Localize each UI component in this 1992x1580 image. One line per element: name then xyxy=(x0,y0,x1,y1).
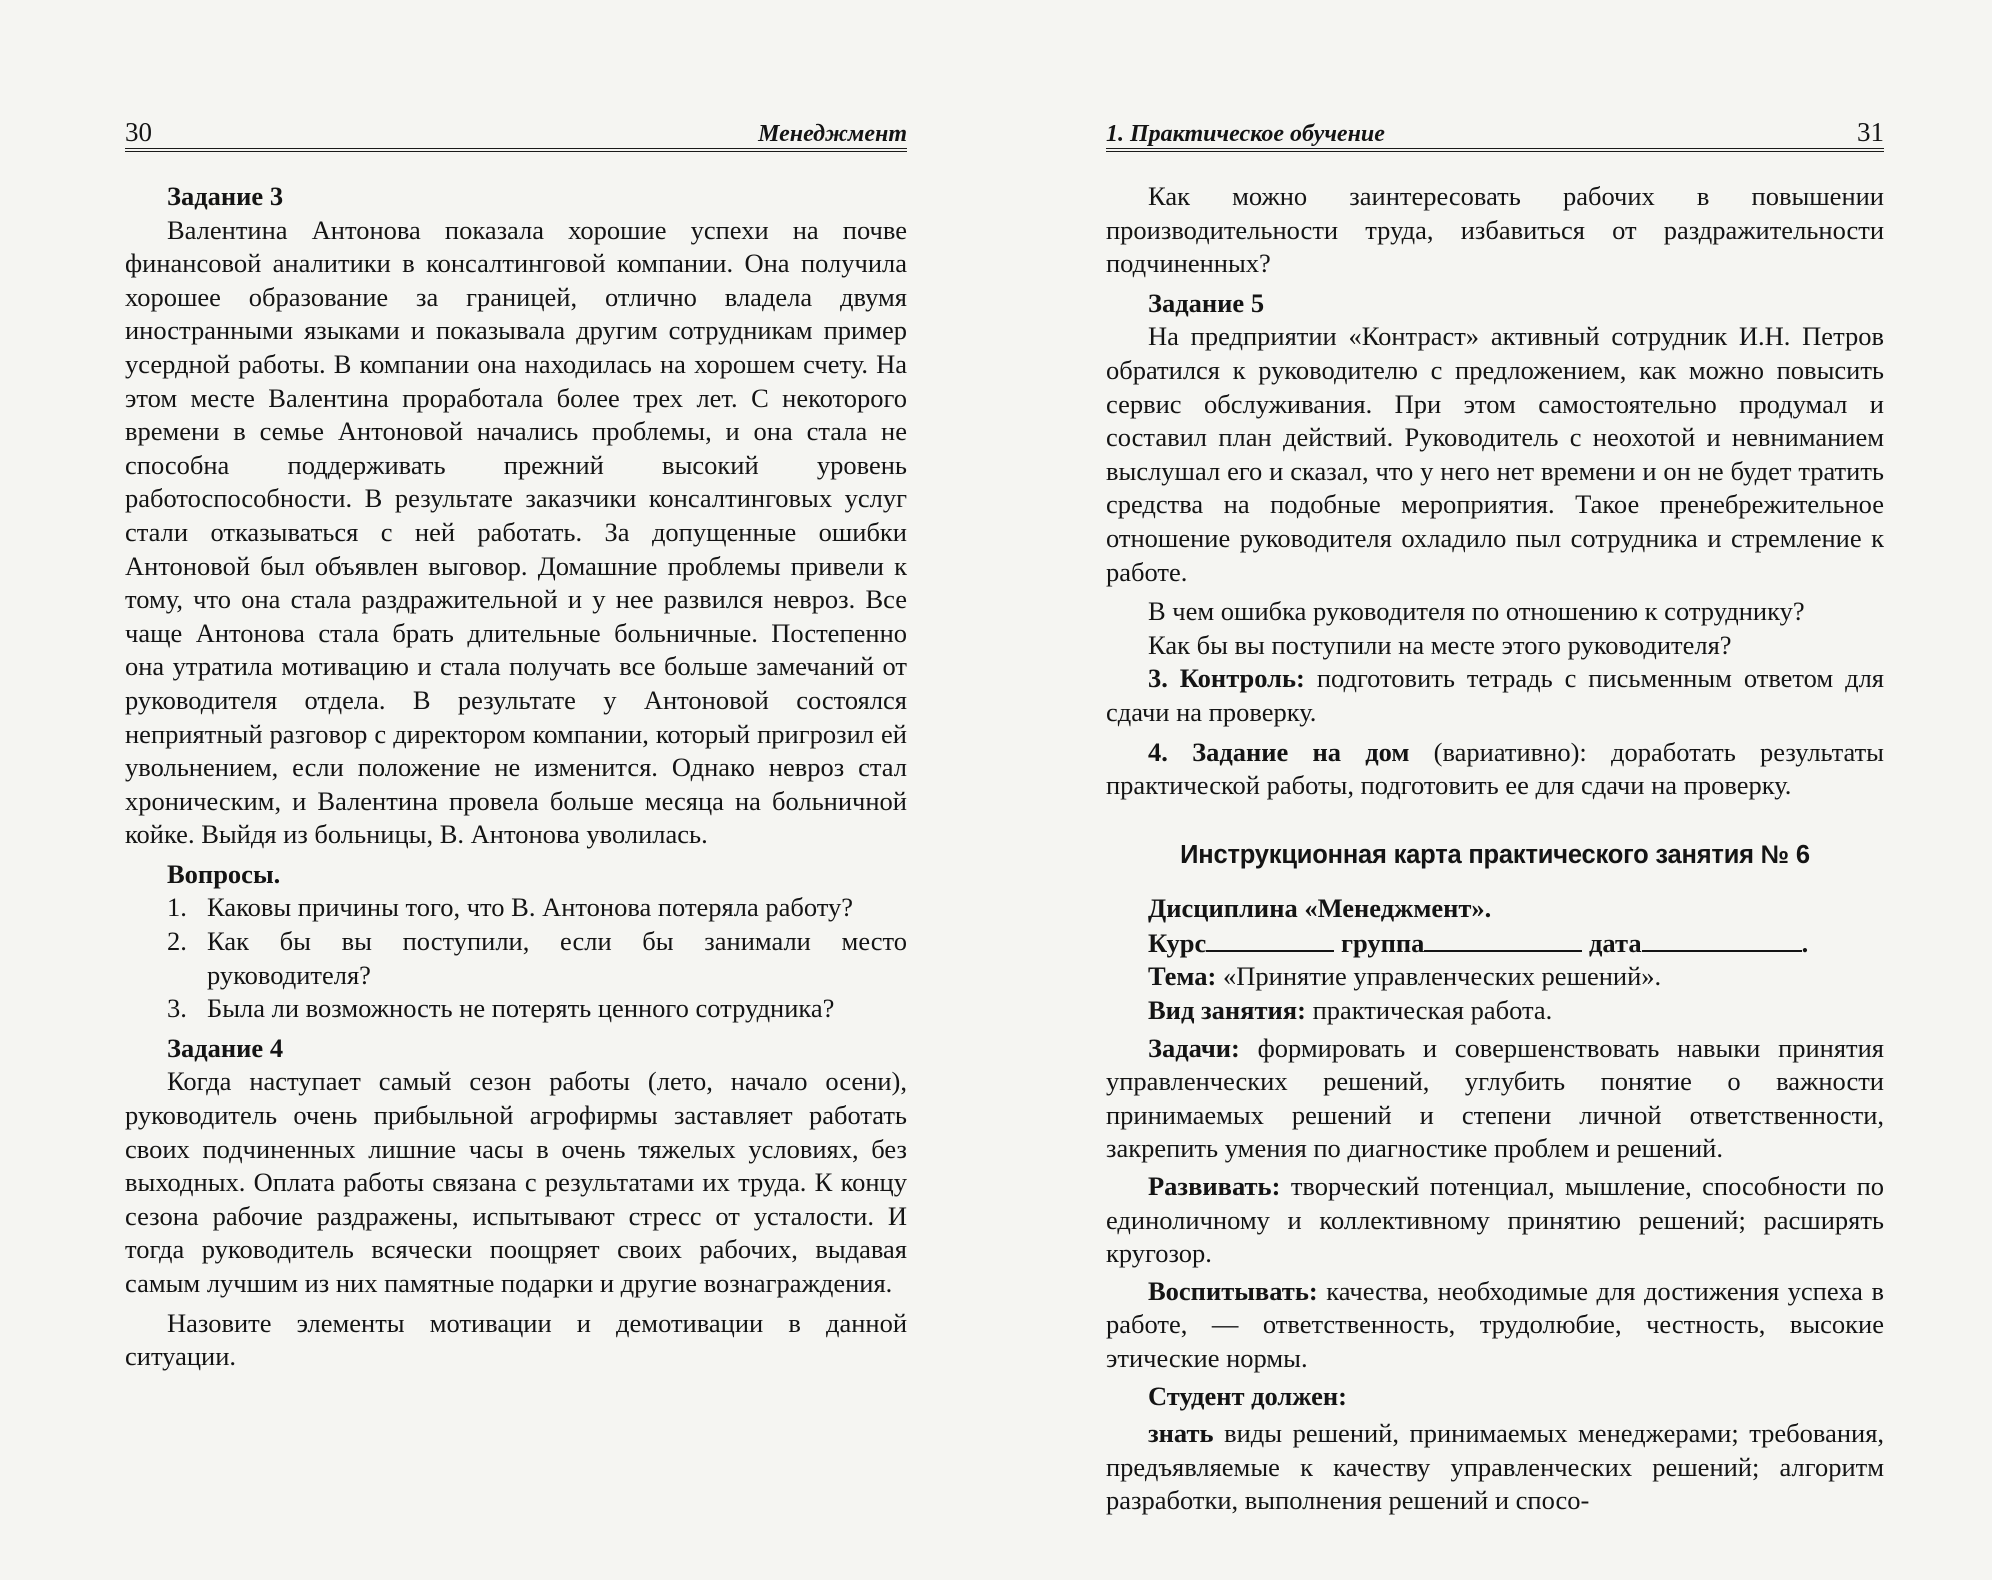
tasks-text: формировать и совершенствовать навыки принятия управленческих решений, углубить понятие о важности принимаемых решений и степени личной ответственности, закрепить умения по диагностике проблем и решений. xyxy=(1106,1032,1884,1164)
know-text: виды решений, принимаемых менеджерами; требования, предъявляемые к качеству управленческих решений; алгоритм разработки, выполнения решений и спосо- xyxy=(1106,1418,1885,1516)
know-paragraph xyxy=(1106,1417,1884,1518)
card-title: Инструкционная карта практического занятия № 6 xyxy=(1180,840,1810,869)
kind-text: практическая работа. xyxy=(1312,995,1553,1026)
topic-paragraph xyxy=(1106,960,1884,994)
kind-paragraph xyxy=(1106,994,1884,1028)
educate-text: качества, необходимые для достижения успеха в работе, — ответственность, трудолюбие, честность, высокие этические нормы. xyxy=(1106,1275,1884,1373)
homework-paragraph xyxy=(1106,736,1884,803)
date-blank xyxy=(1642,926,1802,952)
control-label: 3. Контроль: xyxy=(1148,663,1305,694)
homework-label: 4. Задание на дом xyxy=(1148,736,1410,767)
questions-list xyxy=(125,891,907,1025)
date-label: дата xyxy=(1589,927,1642,958)
educate-label: Воспитывать: xyxy=(1148,1275,1318,1306)
tasks-label: Задачи: xyxy=(1148,1032,1240,1063)
task5-heading: Задание 5 xyxy=(1148,287,1265,318)
right-page-body xyxy=(1106,180,1884,1518)
left-page-header xyxy=(125,108,907,152)
homework-text: (вариативно): доработать результаты практической работы, подготовить ее для сдачи на проверку. xyxy=(1106,736,1884,801)
task5-text: На предприятии «Контраст» активный сотрудник И.Н. Петров обратился к руководителю с предложением, как можно повысить сервис обслуживания. При этом самостоятельно продумал и составил план действий. Руководитель с неохотой и невниманием выслушал его и сказал, что у него нет времени и он не будет тратить средства на подобные мероприятия. Такое пренебрежительное отношение руководителя охладило пыл сотрудника и стремление к работе. xyxy=(1106,321,1884,587)
question-text: Как бы вы поступили, если бы занимали место руководителя? xyxy=(207,926,907,990)
left-page-body xyxy=(125,180,907,1374)
group-blank xyxy=(1424,926,1582,952)
question-text: Была ли возможность не потерять ценного сотрудника? xyxy=(207,993,835,1024)
topic-label: Тема: xyxy=(1148,961,1217,992)
right-page-header xyxy=(1106,108,1884,152)
course-group-date-line: Курс группа дата . xyxy=(1148,927,1809,958)
task4-question: Назовите элементы мотивации и демотивации в данной ситуации. xyxy=(125,1307,907,1372)
develop-paragraph xyxy=(1106,1170,1884,1271)
task3-text: Валентина Антонова показала хорошие успехи на почве финансовой аналитики в консалтинговой компании. Она получила хорошее образование за границей, отлично владела двумя иностранными языками и показывала другим сотрудникам пример усердной работы. В компании она находилась на хорошем счету. На этом месте Валентина проработала более трех лет. С некоторого времени в семье Антоновой начались проблемы, и она стала не способна поддерживать прежний высокий уровень работоспособности. В результате заказчики консалтинговых услуг стали отказываться с ней работать. За допущенные ошибки Антоновой был объявлен выговор. Домашние проблемы привели к тому, что она стала раздражительной и у нее развился невроз. Все чаще Антонова стала брать длительные больничные. Постепенно она утратила мотивацию и стала получать все больше замечаний от руководителя отдела. В результате у Антоновой состоялся неприятный разговор с директором компании, который пригрозил ей увольнением, если положение не изменится. Однако невроз стал хроническим, и Валентина провела больше месяца на больничной койке. Выйдя из больницы, В. Антонова уволилась. xyxy=(125,214,907,850)
topic-text: «Принятие управленческих решений». xyxy=(1223,961,1662,992)
question-number: 1. xyxy=(167,892,187,923)
develop-text: творческий потенциал, мышление, способности по единоличному и коллективному принятию решений; расширять кругозор. xyxy=(1106,1171,1884,1269)
tasks-paragraph xyxy=(1106,1032,1884,1166)
task4-heading: Задание 4 xyxy=(167,1032,284,1063)
task5-question-2: Как бы вы поступили на месте этого руководителя? xyxy=(1148,629,1732,660)
question-number: 3. xyxy=(167,993,187,1024)
task4-text: Когда наступает самый сезон работы (лето, начало осени), руководитель очень прибыльной агрофирмы заставляет работать своих подчиненных лишние часы в очень тяжелых условиях, без выходных. Оплата работы связана с результатами их труда. К концу сезона рабочие раздражены, испытывают стресс от усталости. И тогда руководитель всячески поощряет своих рабочих, выдавая самым лучшим из них памятные подарки и другие вознаграждения. xyxy=(125,1066,907,1298)
discipline-line: Дисциплина «Менеджмент». xyxy=(1148,893,1492,924)
question-item xyxy=(125,925,907,992)
question-item xyxy=(125,891,907,925)
group-label: группа xyxy=(1340,927,1425,958)
page-number-right: 31 xyxy=(1857,117,1884,147)
question-item xyxy=(125,992,907,1026)
student-label: Студент должен: xyxy=(1148,1380,1348,1411)
questions-heading: Вопросы. xyxy=(167,858,281,889)
control-text: подготовить тетрадь с письменным ответом для сдачи на проверку. xyxy=(1106,663,1884,727)
control-paragraph xyxy=(1106,662,1884,729)
kind-label: Вид занятия: xyxy=(1148,995,1306,1026)
educate-paragraph xyxy=(1106,1275,1884,1376)
page-number-left: 30 xyxy=(125,117,152,147)
continuation-text: Как можно заинтересовать рабочих в повышении производительности труда, избавиться от раздражительности подчиненных? xyxy=(1106,181,1884,279)
course-label: Курс xyxy=(1148,927,1207,958)
task5-question-1: В чем ошибка руководителя по отношению к сотруднику? xyxy=(1148,596,1805,627)
question-text: Каковы причины того, что В. Антонова потеряла работу? xyxy=(207,892,853,923)
course-blank xyxy=(1206,926,1334,952)
develop-label: Развивать: xyxy=(1148,1171,1281,1202)
running-title-left: Менеджмент xyxy=(758,121,907,147)
task3-heading: Задание 3 xyxy=(167,181,284,211)
running-title-right: 1. Практическое обучение xyxy=(1106,121,1385,147)
know-label: знать xyxy=(1148,1418,1214,1449)
question-number: 2. xyxy=(167,926,187,957)
right-page xyxy=(996,0,1992,1580)
